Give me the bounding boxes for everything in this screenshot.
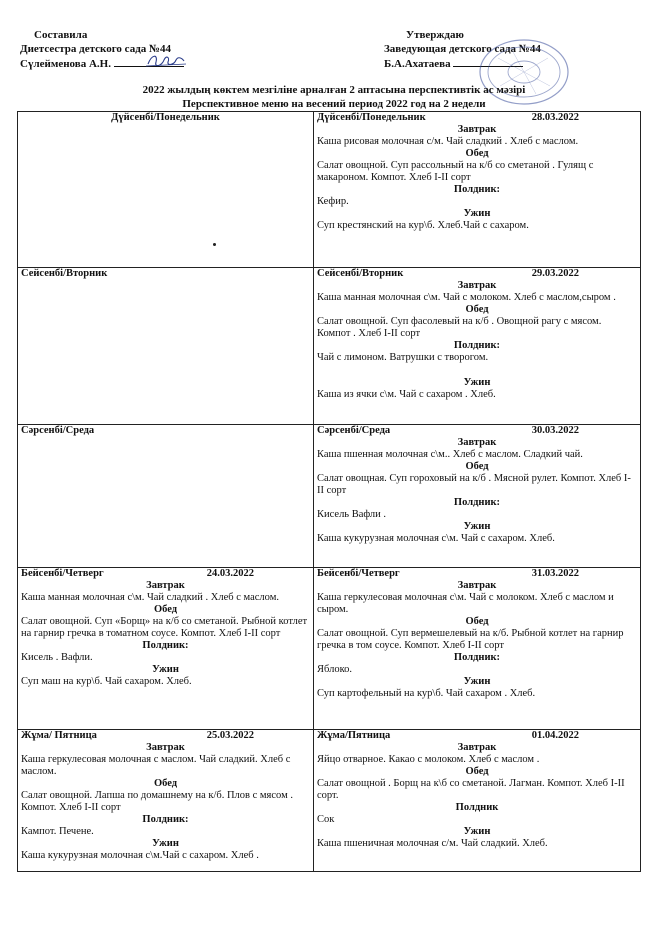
day-date: 01.04.2022 xyxy=(531,730,579,741)
meal-label-breakfast: Завтрак xyxy=(146,742,185,753)
table-row xyxy=(18,730,641,872)
breakfast-text: Каша геркулесовая молочная с маслом. Чай сладкий. Хлеб с маслом. xyxy=(21,754,291,777)
dinner-text: Каша кукурузная молочная с\м.Чай с сахаром. Хлеб . xyxy=(21,850,259,861)
breakfast-text: Яйцо отварное. Какао с молоком. Хлеб с маслом . xyxy=(317,754,540,765)
table-row xyxy=(18,268,641,425)
breakfast-text: Каша рисовая молочная с/м. Чай сладкий . Хлеб с маслом. xyxy=(317,136,579,147)
document-titles xyxy=(24,84,644,112)
dinner-text: Каша пшеничная молочная с/м. Чай сладкий. Хлеб. xyxy=(317,838,548,849)
meal-label-breakfast: Завтрак xyxy=(457,742,497,753)
meal-label-lunch: Обед xyxy=(465,148,489,159)
menu-table xyxy=(17,111,641,872)
meal-label-breakfast: Завтрак xyxy=(457,580,497,591)
dinner-text: Суп маш на кур\б. Чай сахаром. Хлеб. xyxy=(21,676,192,687)
lunch-text: Салат овощной. Суп фасолевый на к/б . Овощной рагу с мясом. Компот . Хлеб I-II сорт xyxy=(317,316,602,339)
lunch-text: Салат овощная. Суп гороховый на к/б . Мясной рулет. Компот. Хлеб I-II сорт xyxy=(317,473,631,496)
lunch-text: Салат овощной. Суп «Борщ» на к/б со сметаной. Рыбной котлет на гарнир гречка в томатном соусе. Компот. Хлеб I-II сорт xyxy=(21,616,308,639)
meal-label-lunch: Обед xyxy=(465,766,489,777)
meal-label-dinner: Ужин xyxy=(463,676,491,687)
day-heading: Сейсенбі/Вторник xyxy=(21,268,108,279)
day-date: 31.03.2022 xyxy=(531,568,579,579)
approved-by-title: Утверждаю xyxy=(406,29,464,41)
lunch-text: Салат овощной. Суп рассольный на к/б со сметаной . Гулящ с макароном. Компот. Хлеб I-II сорт xyxy=(317,160,594,183)
day-heading: Жұма/Пятница 01.04.2022 xyxy=(317,730,637,742)
day-date: 30.03.2022 xyxy=(531,425,579,436)
breakfast-text: Каша пшенная молочная с\м.. Хлеб с маслом. Сладкий чай. xyxy=(317,449,583,460)
dinner-text: Каша кукурузная молочная с\м. Чай с сахаром. Хлеб. xyxy=(317,533,555,544)
meal-label-snack: Полдник: xyxy=(453,184,501,195)
day-heading: Дүйсенбі/Понедельник xyxy=(111,112,220,123)
day-heading: Сәрсенбі/Среда 30.03.2022 xyxy=(317,425,637,437)
meal-label-lunch: Обед xyxy=(153,604,178,615)
lunch-text: Салат овощной . Борщ на к\б со сметаной. Лагман. Компот. Хлеб I-II сорт. xyxy=(317,778,625,801)
breakfast-text: Каша манная молочная с\м. Чай с молоком. Хлеб с маслом,сыром . xyxy=(317,292,616,303)
day-date: 24.03.2022 xyxy=(206,568,254,579)
day-heading: Бейсенбі/Четверг 24.03.2022 xyxy=(21,568,310,580)
approved-by-name: Б.А.Ахатаева xyxy=(384,57,451,70)
title-russian: Перспективное меню на весений период 2022 год на 2 недели xyxy=(182,97,486,110)
week2-tuesday-cell xyxy=(314,268,641,425)
week2-friday-cell xyxy=(314,730,641,872)
dinner-text: Каша из ячки с\м. Чай с сахаром . Хлеб. xyxy=(317,389,496,400)
table-row xyxy=(18,425,641,568)
week2-monday-cell xyxy=(314,112,641,268)
meal-label-snack: Полдник: xyxy=(142,640,189,651)
meal-label-lunch: Обед xyxy=(465,304,489,315)
week1-monday-cell xyxy=(18,112,314,268)
meal-label-dinner: Ужин xyxy=(152,838,179,849)
meal-label-lunch: Обед xyxy=(153,778,178,789)
table-row xyxy=(18,112,641,268)
meal-label-dinner: Ужин xyxy=(152,664,179,675)
document-header xyxy=(20,28,640,78)
day-date: 28.03.2022 xyxy=(531,112,579,123)
meal-label-breakfast: Завтрак xyxy=(457,124,497,135)
week1-wednesday-cell xyxy=(18,425,314,568)
snack-text: Кисель . Вафли. xyxy=(21,652,93,663)
dinner-text: Суп крестянский на кур\б. Хлеб.Чай с сахаром. xyxy=(317,220,529,231)
meal-label-dinner: Ужин xyxy=(463,521,491,532)
handwritten-signature xyxy=(144,52,188,70)
meal-label-snack: Полдник xyxy=(455,802,499,813)
week1-thursday-cell xyxy=(18,568,314,730)
lunch-text: Салат овощной. Суп вермешелевый на к/б. Рыбной котлет на гарнир гречка в том соусе. Компот. Хлеб I-II сорт xyxy=(317,628,624,651)
title-kazakh: 2022 жылдың көктем мезгіліне арналған 2 аптасына перспективтік ас мәзірі xyxy=(142,84,526,96)
snack-text: Кисель Вафли . xyxy=(317,509,387,520)
breakfast-text: Каша манная молочная с\м. Чай сладкий . Хлеб с маслом. xyxy=(21,592,279,603)
meal-label-snack: Полдник: xyxy=(142,814,189,825)
snack-text: Яблоко. xyxy=(317,664,353,675)
day-heading: Жұма/ Пятница 25.03.2022 xyxy=(21,730,310,742)
meal-label-snack: Полдник: xyxy=(453,340,501,351)
week1-tuesday-cell xyxy=(18,268,314,425)
week2-wednesday-cell xyxy=(314,425,641,568)
lunch-text: Салат овощной. Лапша по домашнему на к/б. Плов с мясом . Компот. Хлеб I-II сорт xyxy=(21,790,293,813)
compiled-by-role: Диетсестра детского сада №44 xyxy=(20,43,172,56)
breakfast-text: Каша геркулесовая молочная с\м. Чай с молоком. Хлеб с маслом и сыром. xyxy=(317,592,614,615)
meal-label-breakfast: Завтрак xyxy=(457,280,497,291)
approved-by-role: Заведующая детского сада №44 xyxy=(384,43,541,56)
meal-label-dinner: Ужин xyxy=(463,377,491,388)
week2-thursday-cell xyxy=(314,568,641,730)
scan-speck xyxy=(213,243,216,246)
day-heading: Бейсенбі/Четверг 31.03.2022 xyxy=(317,568,637,580)
meal-label-dinner: Ужин xyxy=(463,208,491,219)
meal-label-breakfast: Завтрак xyxy=(146,580,185,591)
meal-label-lunch: Обед xyxy=(465,461,489,472)
meal-label-dinner: Ужин xyxy=(463,826,491,837)
snack-text: Кефир. xyxy=(317,196,349,207)
meal-label-snack: Полдник: xyxy=(453,497,501,508)
compiled-by-title: Составила xyxy=(34,29,88,41)
snack-text: Сок xyxy=(317,814,335,825)
snack-text: Чай с лимоном. Ватрушки с творогом. xyxy=(317,352,489,363)
snack-text: Кампот. Печене. xyxy=(21,826,94,837)
table-row xyxy=(18,568,641,730)
day-heading: Дүйсенбі/Понедельник 28.03.2022 xyxy=(317,112,637,124)
compiled-by-name: Сүлейменова А.Н. xyxy=(20,57,111,70)
week1-friday-cell xyxy=(18,730,314,872)
meal-label-breakfast: Завтрак xyxy=(457,437,497,448)
day-heading: Сейсенбі/Вторник 29.03.2022 xyxy=(317,268,637,280)
day-heading: Сәрсенбі/Среда xyxy=(21,425,95,436)
meal-label-snack: Полдник: xyxy=(453,652,501,663)
dinner-text: Суп картофельный на кур\б. Чай сахаром . Хлеб. xyxy=(317,688,536,699)
meal-label-lunch: Обед xyxy=(465,616,489,627)
day-date: 29.03.2022 xyxy=(531,268,579,279)
day-date: 25.03.2022 xyxy=(206,730,254,741)
